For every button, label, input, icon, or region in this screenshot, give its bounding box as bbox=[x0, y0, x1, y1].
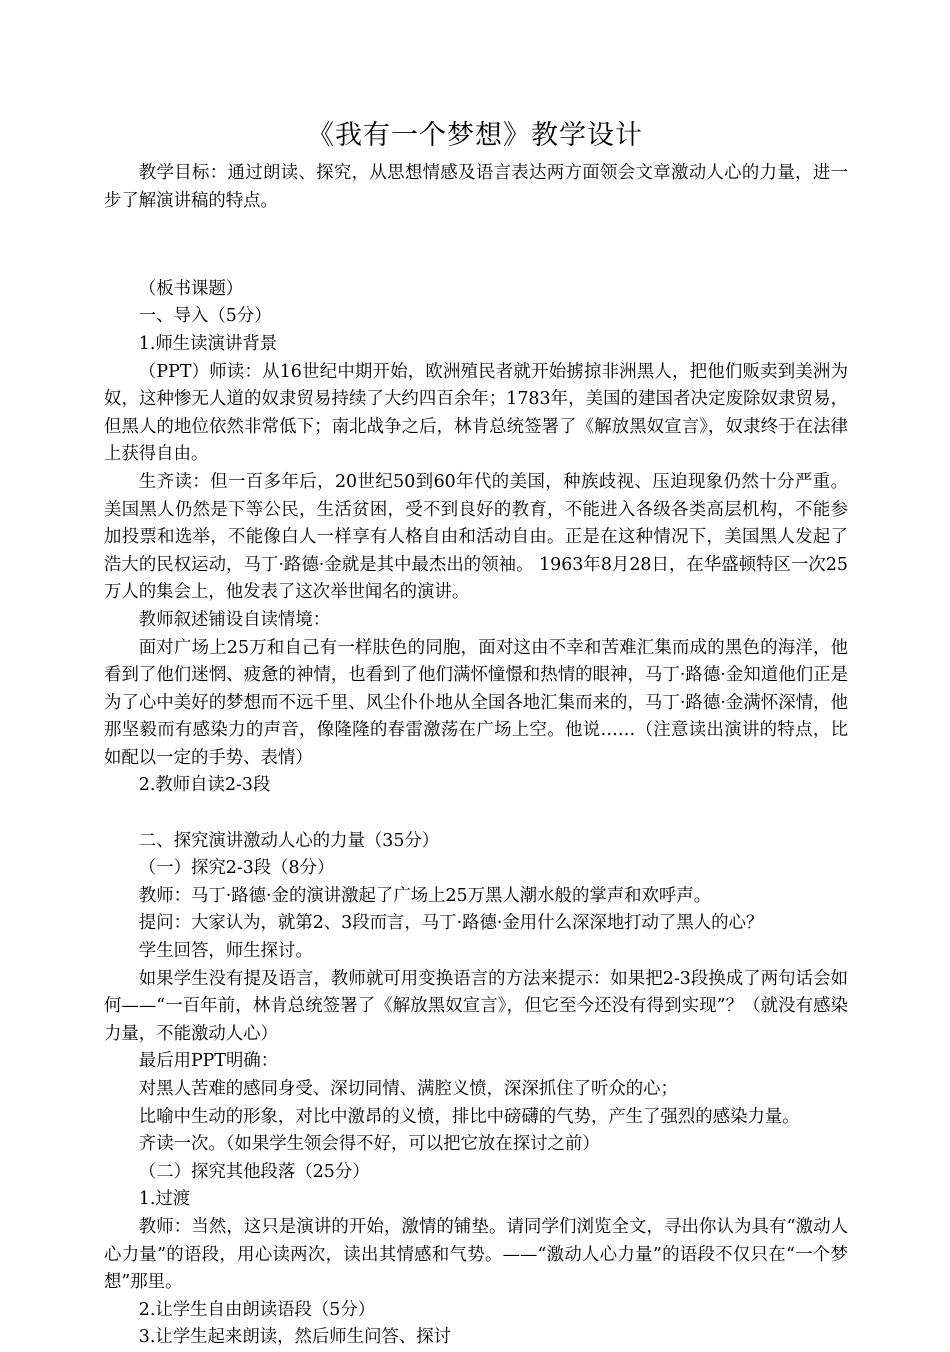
subheading-background: 1.师生读演讲背景 bbox=[138, 333, 278, 354]
paragraph-student-answer: 学生回答，师生探讨。 bbox=[138, 941, 313, 962]
subheading-transition: 1.过渡 bbox=[138, 1189, 191, 1210]
paragraph-question: 提问：大家认为，就第2、3段而言，马丁·路德·金用什么深深地打动了黑人的心？ bbox=[138, 913, 764, 934]
section-heading-explore: 二、探究演讲激动人心的力量（35分） bbox=[138, 830, 440, 851]
blank-line bbox=[104, 248, 848, 276]
paragraph-language-hint: 如果学生没有提及语言，教师就可用变换语言的方法来提示：如果把2-3段换成了两句话会如何——“一百年前，林肯总统签署了《解放黑奴宣言》，但它至今还没有得到实现”？（就没有感染力量，不能激动人心） bbox=[104, 968, 848, 1044]
subheading-explore-others: （二）探究其他段落（25分） bbox=[138, 1161, 370, 1182]
paragraph-teacher-applause: 教师：马丁·路德·金的演讲激起了广场上25万黑人潮水般的掌声和欢呼声。 bbox=[138, 885, 712, 906]
paragraph-teaching-goal: 教学目标：通过朗读、探究，从思想情感及语言表达两方面领会文章激动人心的力量，进一步了解演讲稿的特点。 bbox=[104, 163, 848, 211]
paragraph-scene-description: 面对广场上25万和自己有一样肤色的同胞，面对这由不幸和苦难汇集而成的黑色的海洋，他看到了他们迷惘、疲惫的神情，也看到了他们满怀憧憬和热情的眼神，马丁·路德·金知道他们正是为了心中美好的梦想而不远千里、风尘仆仆地从全国各地汇集而来的，马丁·路德·金满怀深情，他那坚毅而有感染力的声音，像隆隆的春雷激荡在广场上空。他说……（注意读出演讲的特点，比如配以一定的手势、表情） bbox=[104, 637, 848, 768]
blank-line bbox=[104, 800, 848, 828]
subheading-teacher-reading: 2.教师自读2-3段 bbox=[138, 775, 271, 796]
paragraph-teacher-reads: （PPT）师读：从16世纪中期开始，欧洲殖民者就开始掳掠非洲黑人，把他们贩卖到美洲为奴，这种惨无人道的奴隶贸易持续了大约四百余年；1783年，美国的建国者决定废除奴隶贸易，但黑人的地位依然非常低下；南北战争之后，林肯总统签署了《解放黑奴宣言》，奴隶终于在法律上获得自由。 bbox=[104, 361, 848, 465]
paragraph-read-together: 齐读一次。（如果学生领会得不好，可以把它放在探讨之前） bbox=[138, 1134, 600, 1155]
paragraph-teacher-narration: 教师叙述铺设自读情境： bbox=[138, 609, 331, 630]
subheading-free-reading: 2.让学生自由朗读语段（5分） bbox=[138, 1299, 376, 1320]
paragraph-transition-text: 教师：当然，这只是演讲的开始，激情的铺垫。请同学们浏览全文，寻出你认为具有“激动人心力量”的语段，用心读两次，读出其情感和气势。——“激动人心力量”的语段不仅只在“一个梦想”那里。 bbox=[104, 1216, 848, 1293]
paragraph-board-title: （板书课题） bbox=[138, 278, 244, 299]
blank-line bbox=[104, 215, 848, 248]
paragraph-empathy: 对黑人苦难的感同身受、深切同情、满腔义愤，深深抓住了听众的心； bbox=[138, 1079, 678, 1099]
section-heading-intro: 一、导入（5分） bbox=[138, 306, 272, 327]
paragraph-students-read: 生齐读：但一百多年后，20世纪50到60年代的美国，种族歧视、压迫现象仍然十分严重。美国黑人仍然是下等公民，生活贫困，受不到良好的教育，不能进入各级各类高层机构，不能参加投票和选举，不能像白人一样享有人格自由和活动自由。正是在这种情况下，美国黑人发起了浩大的民权运动，马丁·路德·金就是其中最杰出的领袖。 1963年8月28日，在华盛顿特区一次25万人的集会上，他发表了这次举世闻名的演讲。 bbox=[104, 471, 848, 603]
document-body bbox=[104, 160, 848, 1352]
paragraph-ppt-clarify: 最后用PPT明确： bbox=[138, 1051, 279, 1072]
subheading-student-reading: 3.让学生起来朗读，然后师生问答、探讨 bbox=[138, 1327, 452, 1348]
paragraph-rhetoric: 比喻中生动的形象，对比中激昂的义愤，排比中磅礴的气势，产生了强烈的感染力量。 bbox=[138, 1106, 800, 1127]
subheading-explore-2-3: （一）探究2-3段（8分） bbox=[138, 858, 335, 879]
document-title: 《我有一个梦想》教学设计 bbox=[307, 120, 643, 151]
